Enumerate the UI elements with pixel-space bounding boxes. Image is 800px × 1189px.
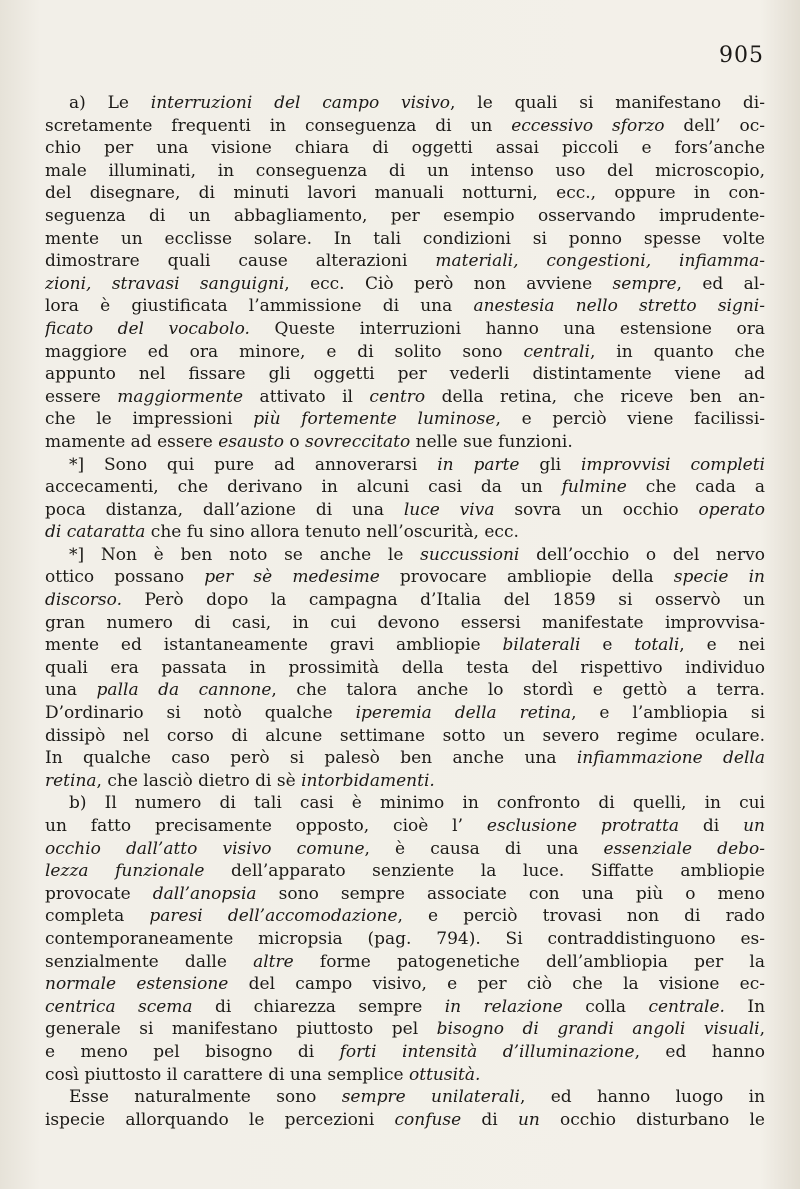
text-segment: che fu sino allora tenuto nell’oscurità, ecc. [145,522,519,543]
text-line [45,1109,765,1132]
italic-text: più fortemente luminose [253,409,496,430]
text-segment: , ed hanno luogo in [519,1087,765,1108]
text-segment: forme patogenetiche dell’ambliopia per la [293,951,765,972]
italic-text: esclusione protratta [486,816,680,836]
text-segment: e meno pel bisogno di [45,1041,340,1062]
italic-text: essenziale debo- [603,838,765,859]
italic-text: eccessivo sforzo [511,115,665,136]
text-segment: , ed al- [676,273,765,294]
text-line [45,521,765,544]
italic-text: lezza funzionale [45,861,205,882]
text-line [45,589,765,612]
text-segment: mente ed istantaneamente gravi ambliopie [45,635,503,656]
text-line [45,499,765,522]
text-segment: provocare ambliopie della [379,567,674,588]
text-segment: un fatto precisamente opposto, cioè l’ [45,816,487,836]
text-segment: scretamente frequenti in conseguenza di un [45,115,512,136]
text-segment: del campo visivo, e per ciò che la visione ec- [228,974,765,995]
text-segment: mamente ad essere [45,431,219,452]
text-segment: ispecie allorquando le percezioni [45,1109,395,1130]
text-segment: gli [519,454,581,475]
italic-text: ottusità. [409,1064,481,1085]
italic-text: per sè medesime [204,567,380,588]
text-line [45,228,765,251]
text-segment: gran numero di casi, in cui devono essersi manifestate improvvisa- [45,612,765,633]
italic-text: luce viva [403,499,495,520]
italic-text: totali [634,635,680,656]
text-segment: appunto nel fissare gli oggetti per vederli distintamente viene ad [45,364,765,385]
text-segment: colla [562,996,649,1017]
italic-text: succussioni [420,544,520,565]
text-segment: provocate [45,883,153,904]
text-line [45,792,765,815]
italic-text: paresi dell’accomodazione [149,906,398,927]
text-line [45,363,765,386]
italic-text: altre [253,951,294,972]
text-segment: dell’occhio o del nervo [519,544,765,565]
text-line [45,408,765,431]
italic-text: sovreccitato [304,431,411,452]
text-line [45,295,765,318]
text-line [45,1086,765,1109]
text-segment: chio per una visione chiara di oggetti assai piccoli e fors’anche [45,138,765,159]
text-segment: , e perciò trovasi non di rado [397,906,765,927]
text-segment: quali era passata in prossimità della testa del rispettivo individuo [45,657,765,678]
italic-text: iperemia della retina [355,703,572,724]
text-segment: *] Sono qui pure ad annoverarsi [69,454,438,475]
italic-text: di cataratta [45,522,146,543]
text-segment: , che talora anche lo stordì e gettò a terra. [271,680,765,701]
text-segment: della retina, che riceve ben an- [425,386,765,407]
text-segment: , e perciò viene facilissi- [495,409,765,430]
text-line [45,1064,765,1087]
italic-text: esausto [218,431,284,452]
text-segment: poca distanza, dall’azione di una [45,499,404,520]
text-segment: così piuttosto il carattere di una semplice [45,1064,409,1085]
text-line [45,838,765,861]
text-segment: , [759,1019,765,1040]
italic-text: zioni, stravasi sanguigni [45,273,285,294]
text-segment: di [461,1109,518,1130]
italic-text: interruzioni del campo visivo [150,93,451,113]
text-line [45,702,765,725]
text-segment: male illuminati, in conseguenza di un intenso uso del microscopio, [45,160,765,181]
text-segment: senzialmente dalle [45,951,254,972]
text-segment: , ecc. Ciò però non avviene [284,273,613,294]
text-segment: ottico possano [45,567,205,588]
text-segment: maggiore ed ora minore, e di solito sono [45,341,524,362]
text-segment: , è causa di una [364,838,604,859]
text-line [45,341,765,364]
text-line [45,951,765,974]
text-segment: seguenza di un abbagliamento, per esempio osservando imprudente- [45,205,765,226]
text-segment: lora è giustificata l’ammissione di una [45,296,474,317]
italic-text: centro [369,386,426,407]
text-line [45,612,765,635]
italic-text: anestesia nello stretto signi- [473,296,765,317]
text-line [45,725,765,748]
italic-text: occhio dall’atto visivo comune [45,838,365,859]
text-line [45,973,765,996]
text-line [45,996,765,1019]
text-line [45,544,765,567]
text-segment: che le impressioni [45,409,254,430]
text-line [45,137,765,160]
text-line [45,318,765,341]
text-segment: mente un ecclisse solare. In tali condizioni si ponno spesse volte [45,228,765,249]
text-segment: del disegnare, di minuti lavori manuali notturni, ecc., oppure in con- [45,183,765,204]
text-segment: generale si manifestano piuttosto pel [45,1019,437,1040]
text-line [45,182,765,205]
text-line [45,657,765,680]
text-line [45,747,765,770]
italic-text: discorso. [45,590,122,611]
text-line [45,476,765,499]
text-segment: nelle sue funzioni. [410,431,573,452]
text-segment: di chiarezza sempre [192,996,445,1017]
italic-text: centrale. [648,996,725,1017]
italic-text: palla da cannone [96,680,272,701]
text-segment: completa [45,906,150,927]
italic-text: operato [698,499,765,520]
text-segment: b) Il numero di tali casi è minimo in confronto di quelli, in cui [69,793,765,814]
text-segment: occhio disturbano le [539,1109,765,1130]
text-segment: D’ordinario si notò qualche [45,703,356,724]
text-segment: dimostrare quali cause alterazioni [45,251,436,272]
text-line [45,273,765,296]
italic-text: bisogno di grandi angoli visuali [436,1019,760,1040]
italic-text: specie in [673,567,765,588]
text-line [45,679,765,702]
page-number: 905 [719,43,764,68]
text-segment: attivato il [243,386,370,407]
text-segment: Queste interruzioni hanno una estensione ora [249,318,765,339]
text-line [45,386,765,409]
text-segment: In [724,996,765,1017]
text-segment: , e nei [679,635,765,656]
text-segment: dell’apparato senziente la luce. Siffatte ambliopie [204,861,765,882]
text-line [45,1041,765,1064]
italic-text: in parte [437,454,520,475]
text-line [45,454,765,477]
text-segment: In qualche caso però si palesò ben anche una [45,748,577,769]
text-segment: , e l’ambliopia si [571,703,765,724]
text-segment: di [679,816,744,836]
text-line [45,115,765,138]
italic-text: maggiormente [117,386,244,407]
text-line [45,905,765,928]
text-segment: e [580,635,635,656]
text-line [45,250,765,273]
text-line [45,770,765,793]
text-segment: essere [45,386,118,407]
text-segment: sovra un occhio [494,499,699,520]
text-segment: accecamenti, che derivano in alcuni casi da un [45,477,562,498]
text-segment: , in quanto che [589,341,765,362]
text-segment: , che lasciò dietro di sè [96,770,302,791]
italic-text: fulmine [561,477,627,498]
italic-text: intorbidamenti. [301,770,435,791]
italic-text: materiali, congestioni, infiamma- [435,251,765,272]
italic-text: bilaterali [502,635,581,656]
italic-text: dall’anopsia [152,883,257,904]
text-line [45,92,765,115]
italic-text: forti intensità d’illuminazione [339,1041,635,1062]
italic-text: sempre unilaterali [341,1087,520,1108]
text-segment: Esse naturalmente sono [69,1087,342,1108]
text-segment: una [45,680,97,701]
text-segment: dissipò nel corso di alcune settimane sotto un severo regime oculare. [45,725,765,746]
italic-text: sempre [612,273,677,294]
text-line [45,566,765,589]
text-line [45,815,765,838]
text-segment: Però dopo la campagna d’Italia del 1859 si osservò un [122,590,765,611]
text-line [45,883,765,906]
italic-text: in relazione [444,996,563,1017]
text-line [45,928,765,951]
text-line [45,860,765,883]
italic-text: retina [45,770,97,791]
italic-text: normale estensione [45,974,229,995]
text-segment: , ed hanno [634,1041,765,1062]
italic-text: ficato del vocabolo. [45,318,250,339]
text-line [45,431,765,454]
italic-text: centrali [523,341,590,362]
text-segment: , le quali si manifestano di- [450,93,765,113]
text-line [45,205,765,228]
text-line [45,1018,765,1041]
text-segment: o [283,431,305,452]
text-segment: *] Non è ben noto se anche le [69,544,421,565]
italic-text: confuse [394,1109,462,1130]
italic-text: centrica scema [45,996,193,1017]
text-segment: a) Le [69,93,151,113]
text-line [45,634,765,657]
body-text [45,92,765,1131]
text-segment: sono sempre associate con una più o meno [256,883,765,904]
italic-text: un [743,816,765,836]
text-segment: che cada a [626,477,765,498]
text-segment: dell’ oc- [664,115,765,136]
italic-text: improvvisi completi [581,454,765,475]
text-segment: contemporaneamente micropsia (pag. 794). Si contraddistinguono es- [45,928,765,949]
italic-text: un [517,1109,540,1130]
text-line [45,160,765,183]
italic-text: infiammazione della [576,748,765,769]
